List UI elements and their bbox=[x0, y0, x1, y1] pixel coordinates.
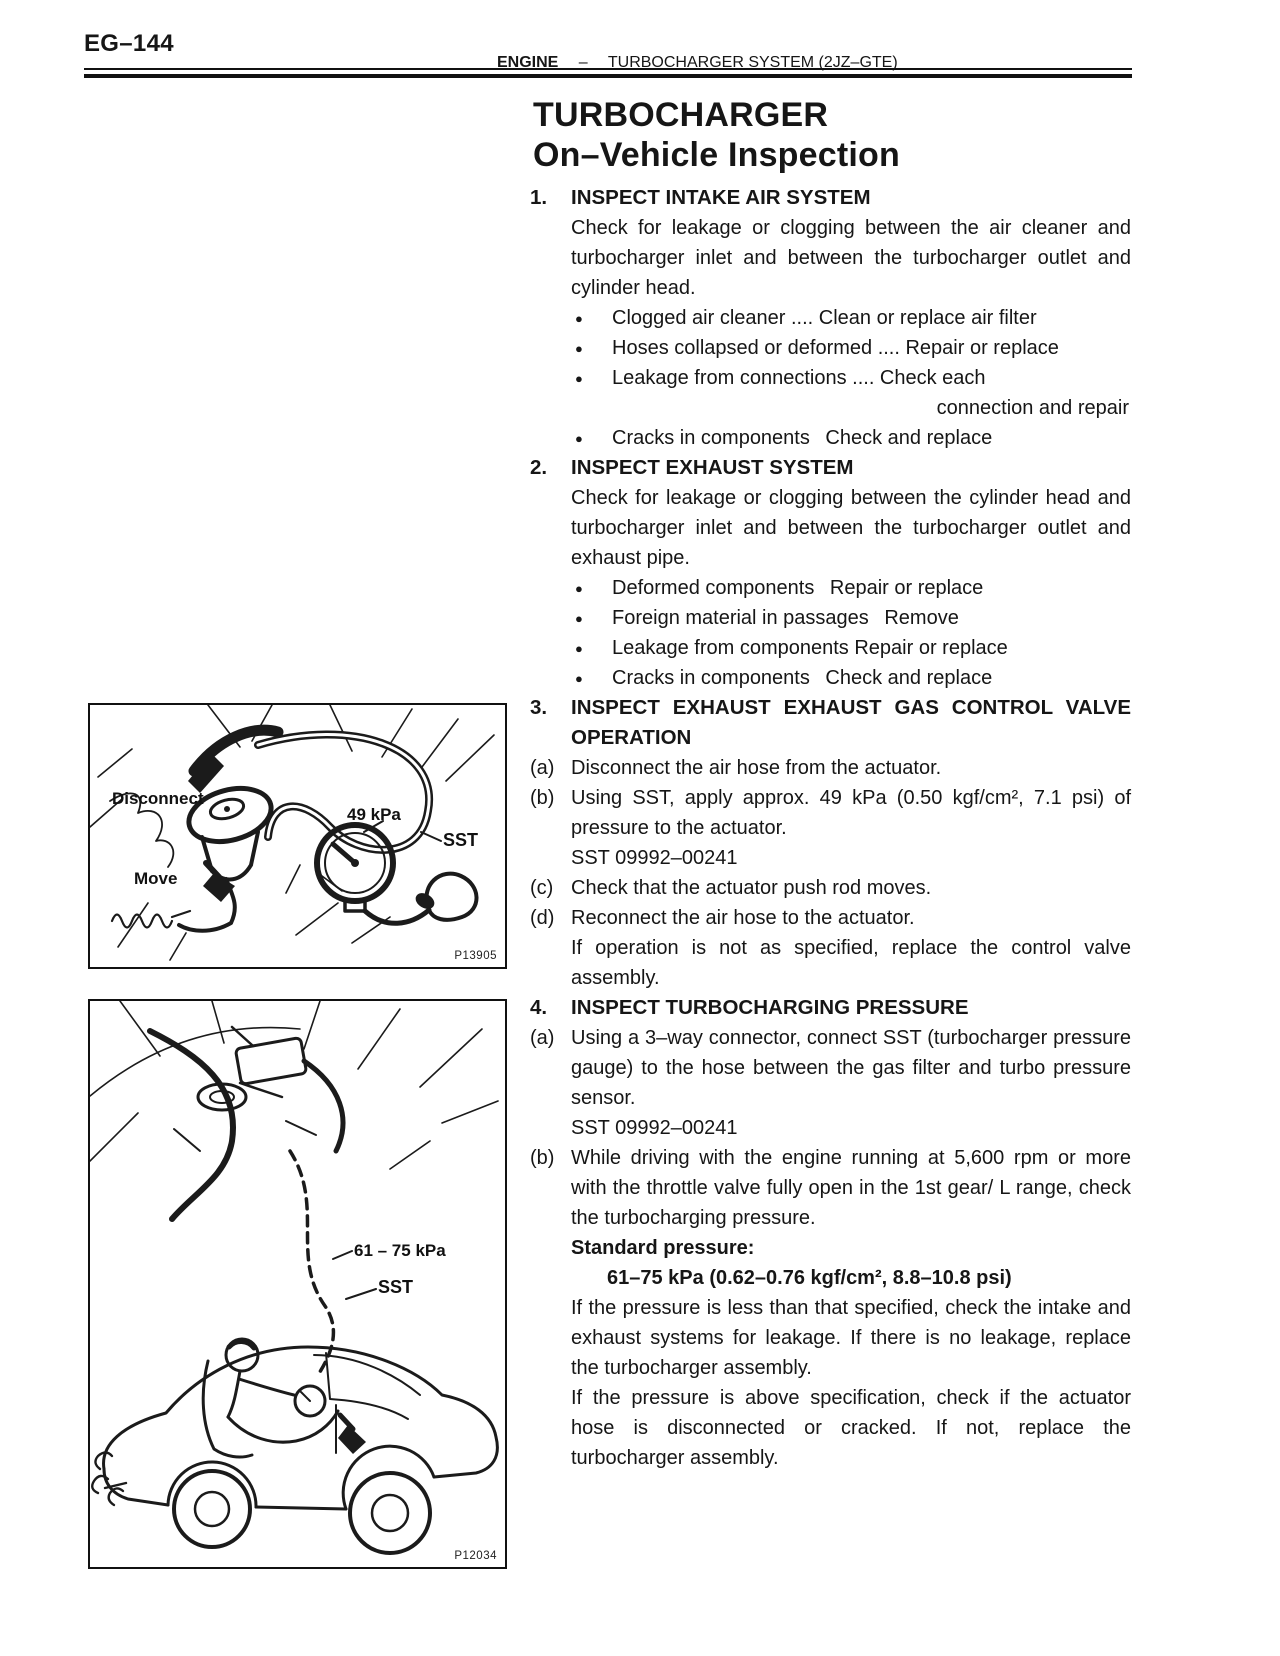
section-heading-text: INSPECT EXHAUST SYSTEM bbox=[571, 456, 854, 479]
section-number: 2. bbox=[530, 456, 548, 479]
procedure-column bbox=[530, 95, 1131, 1473]
section-heading bbox=[530, 453, 1131, 483]
driver-illustration bbox=[203, 1339, 338, 1457]
figure-label-disconnect: Disconnect bbox=[112, 789, 204, 808]
step-note: If the pressure is above specification, check if the actuator hose is disconnected or cracked. If not, replace the turbocharger assembly. bbox=[571, 1387, 1131, 1469]
figure-label-sst: SST bbox=[443, 830, 479, 850]
figure-label-sst: SST bbox=[378, 1277, 414, 1297]
step-text: Check that the actuator push rod moves. bbox=[571, 877, 932, 899]
section-number: 1. bbox=[530, 186, 548, 209]
pedal-arrow bbox=[338, 1415, 366, 1454]
step-text: Disconnect the air hose from the actuator. bbox=[571, 757, 942, 779]
standard-pressure-label: Standard pressure: bbox=[571, 1237, 755, 1259]
procedure-step bbox=[530, 903, 1131, 933]
header-section: ENGINE bbox=[497, 54, 559, 71]
section-inspect-turbocharging-pressure bbox=[530, 993, 1131, 1473]
header-rule bbox=[84, 68, 1132, 78]
figure-label-pressure: 61 – 75 kPa bbox=[354, 1241, 446, 1260]
step-label: (d) bbox=[530, 907, 555, 929]
car-illustration bbox=[104, 1347, 498, 1553]
list-item: ● Leakage from connections .... Check each bbox=[571, 363, 1131, 393]
section-heading bbox=[530, 183, 1131, 213]
list-item: ● Deformed components Repair or replace bbox=[571, 573, 1131, 603]
step-text: Using SST, apply approx. 49 kPa (0.50 kgf/cm², 7.1 psi) of pressure to the actuator. bbox=[571, 787, 1131, 839]
move-arrow bbox=[203, 863, 235, 902]
step-label: (a) bbox=[530, 757, 555, 779]
figure-code: P12034 bbox=[454, 1550, 497, 1562]
header-separator: – bbox=[578, 54, 588, 71]
standard-pressure-value: 61–75 kPa (0.62–0.76 kgf/cm², 8.8–10.8 psi) bbox=[607, 1267, 1012, 1289]
section-heading bbox=[530, 993, 1131, 1023]
section-number: 3. bbox=[530, 696, 548, 719]
page-code: EG–144 bbox=[84, 30, 174, 57]
list-item: ● Leakage from components Repair or replace bbox=[571, 633, 1131, 663]
list-item: ● Hoses collapsed or deformed .... Repair or replace bbox=[571, 333, 1131, 363]
sst-number: SST 09992–00241 bbox=[571, 1117, 738, 1139]
section-body: Check for leakage or clogging between the air cleaner and turbocharger inlet and between the turbocharger outlet and cylinder head. bbox=[571, 217, 1131, 299]
figure-label-move: Move bbox=[134, 869, 178, 888]
page-subtitle: On–Vehicle Inspection bbox=[533, 136, 900, 174]
figure-label-pressure: 49 kPa bbox=[347, 805, 401, 824]
procedure-step bbox=[530, 753, 1131, 783]
list-item: ● Cracks in components Check and replace bbox=[571, 423, 1131, 453]
header-subsection: TURBOCHARGER SYSTEM (2JZ–GTE) bbox=[607, 54, 898, 71]
step-text: While driving with the engine running at 5,600 rpm or more with the throttle valve fully open in the 1st gear/ L range, check the turbocharging pressure. bbox=[571, 1147, 1131, 1229]
section-heading-text: INSPECT EXHAUST EXHAUST GAS CONTROL VALVE OPERATION bbox=[571, 696, 1131, 749]
step-label: (b) bbox=[530, 1147, 555, 1169]
procedure-step bbox=[530, 1023, 1131, 1113]
section-number: 4. bbox=[530, 996, 548, 1019]
list-item: ● Clogged air cleaner .... Clean or replace air filter bbox=[571, 303, 1131, 333]
figure1-illustration bbox=[90, 705, 500, 962]
figure-code: P13905 bbox=[454, 950, 497, 962]
engine-bay-lines bbox=[90, 1001, 498, 1169]
step-text: Using a 3–way connector, connect SST (turbocharger pressure gauge) to the hose between the gas filter and turbo pressure sensor. bbox=[571, 1027, 1131, 1109]
figure2-illustration bbox=[90, 1001, 500, 1562]
section-heading bbox=[530, 693, 1131, 753]
step-label: (a) bbox=[530, 1027, 555, 1049]
step-label: (b) bbox=[530, 787, 555, 809]
air-hose bbox=[258, 734, 429, 849]
sst-number: SST 09992–00241 bbox=[571, 847, 738, 869]
procedure-step bbox=[530, 1143, 1131, 1233]
section-inspect-intake-air-system bbox=[530, 183, 1131, 453]
list-item-continuation: connection and repair bbox=[936, 397, 1129, 419]
section-inspect-exhaust-gas-control-valve bbox=[530, 693, 1131, 993]
step-text: Reconnect the air hose to the actuator. bbox=[571, 907, 915, 929]
section-heading-text: INSPECT INTAKE AIR SYSTEM bbox=[571, 186, 871, 209]
step-note: If the pressure is less than that specified, check the intake and exhaust systems for leakage. If there is no leakage, replace the turbocharger assembly. bbox=[571, 1297, 1131, 1379]
section-heading-text: INSPECT TURBOCHARGING PRESSURE bbox=[571, 996, 969, 1019]
sst-hose-dashed bbox=[290, 1151, 333, 1375]
list-item: ● Foreign material in passages Remove bbox=[571, 603, 1131, 633]
engine-components bbox=[150, 1027, 343, 1219]
section-body: Check for leakage or clogging between the cylinder head and turbocharger inlet and between the turbocharger outlet and exhaust pipe. bbox=[571, 487, 1131, 569]
page-title: TURBOCHARGER bbox=[533, 96, 829, 134]
procedure-step bbox=[530, 783, 1131, 843]
step-note: If operation is not as specified, replace the control valve assembly. bbox=[571, 937, 1131, 989]
procedure-step bbox=[530, 873, 1131, 903]
figure-actuator-check bbox=[88, 703, 507, 969]
section-inspect-exhaust-system bbox=[530, 453, 1131, 693]
figure-turbo-pressure-road-test bbox=[88, 999, 507, 1569]
step-label: (c) bbox=[530, 877, 554, 899]
list-item: ● Cracks in components Check and replace bbox=[571, 663, 1131, 693]
